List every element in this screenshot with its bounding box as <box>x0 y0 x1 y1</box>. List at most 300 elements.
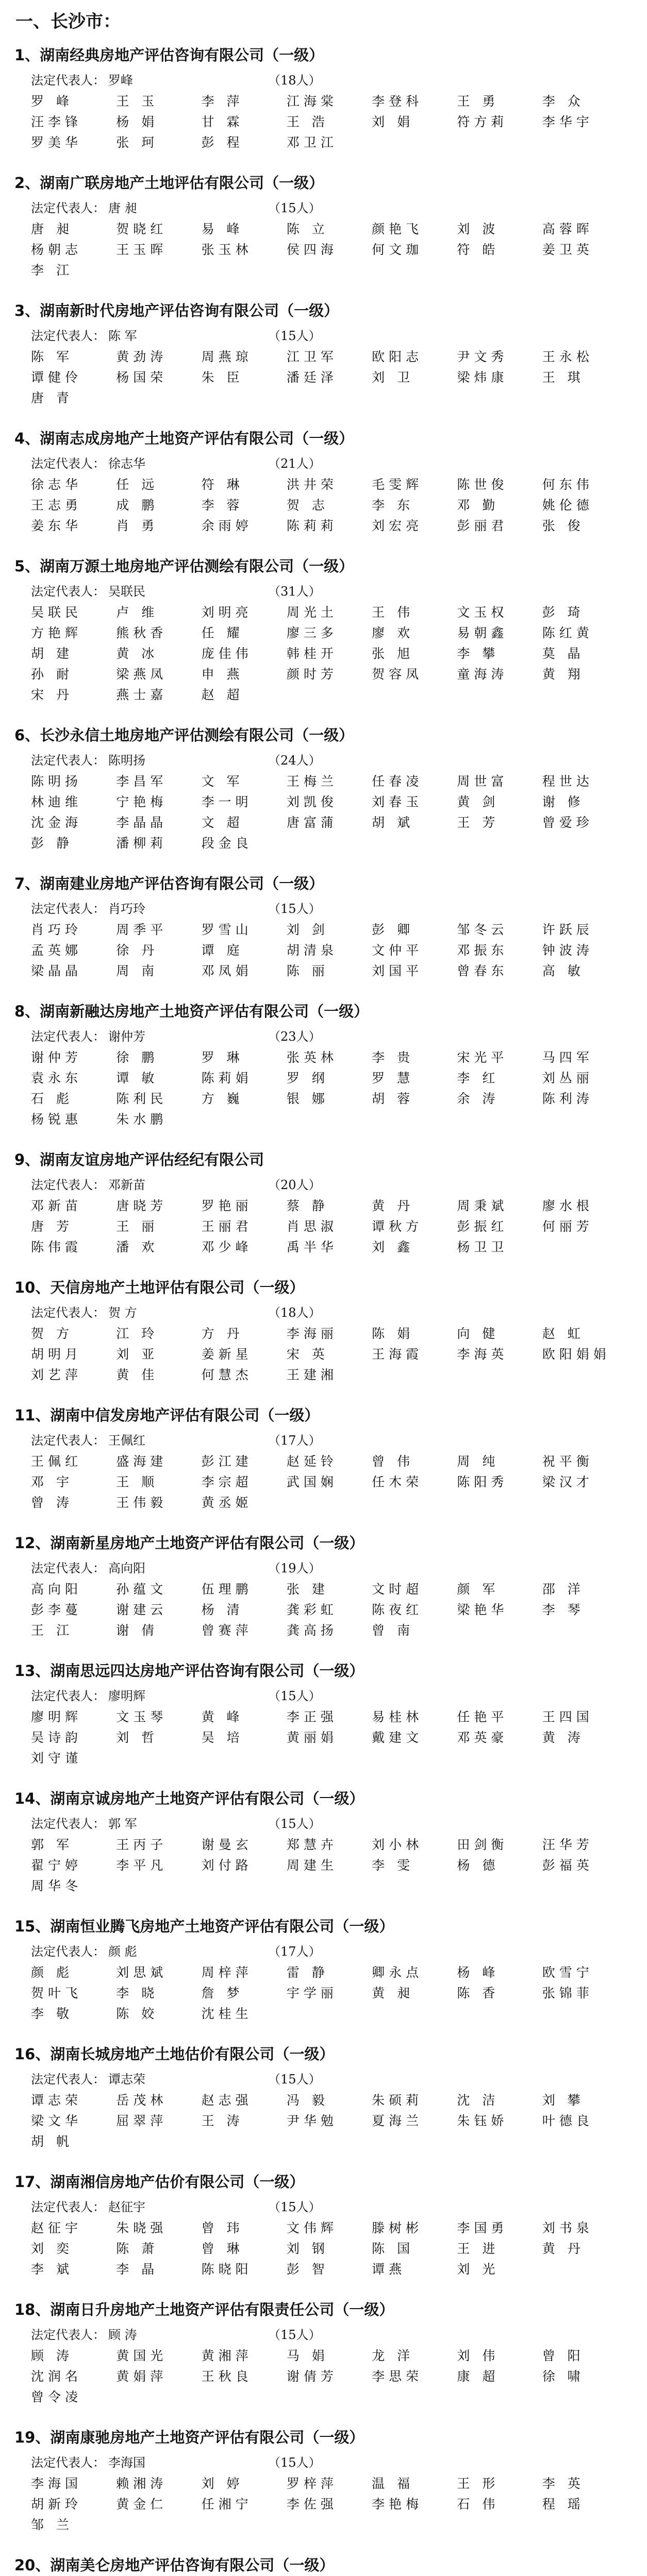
member-name: 曾 玮 <box>201 2221 244 2235</box>
member-name: 程世达 <box>542 774 593 789</box>
region-title: 一、长沙市： <box>15 11 121 32</box>
member-name: 张 俊 <box>542 518 585 533</box>
member-name: 张锦菲 <box>542 1986 593 2001</box>
member-name: 符 琳 <box>201 477 244 492</box>
member-name: 肖 勇 <box>116 518 159 533</box>
member-name: 肖思淑 <box>286 1219 338 1234</box>
legal-representative-line <box>31 1814 633 1832</box>
member-name: 向 健 <box>457 1326 500 1341</box>
member-name: 王佩红 <box>31 1454 82 1469</box>
member-name: 邓凤娟 <box>201 963 253 978</box>
member-name: 唐富蒲 <box>286 815 338 830</box>
member-name: 谢倩芳 <box>286 2369 338 2384</box>
rep-label: 法定代表人： <box>31 1433 105 1448</box>
member-name: 邹 兰 <box>31 2517 73 2532</box>
member-name: 张 旭 <box>372 646 414 661</box>
member-name: 陈红黄 <box>542 625 593 640</box>
member-name: 梁燕凤 <box>116 667 168 682</box>
rep-label: 法定代表人： <box>31 2455 105 2470</box>
member-name: 方 丹 <box>201 1326 244 1341</box>
member-name: 邓少峰 <box>201 1240 253 1255</box>
member-name: 康 超 <box>457 2369 500 2384</box>
company-title: 18、湖南日升房地产土地资产评估有限责任公司（一级） <box>14 2301 394 2318</box>
member-count: （15人） <box>268 1689 321 1703</box>
company-section <box>14 1404 633 1511</box>
member-name: 肖巧玲 <box>31 922 82 937</box>
member-name: 黄 翔 <box>542 667 585 682</box>
company-section <box>14 1148 633 1256</box>
member-name: 洪井荣 <box>286 477 338 492</box>
member-name: 贺容凤 <box>372 667 423 682</box>
member-name: 熊秋香 <box>116 625 168 640</box>
legal-representative-line <box>31 1941 633 1959</box>
member-name: 刘明亮 <box>201 605 253 620</box>
member-name: 周季平 <box>116 922 168 937</box>
member-grid <box>31 1709 627 1767</box>
member-name: 王 涛 <box>201 2113 244 2128</box>
member-name: 卢 维 <box>116 605 159 620</box>
member-grid <box>31 1198 627 1256</box>
member-name: 甘 霖 <box>201 114 244 129</box>
legal-representative-line <box>31 899 633 917</box>
member-name: 谭秋方 <box>372 1219 423 1234</box>
member-name: 易朝鑫 <box>457 625 508 640</box>
member-name: 李 攀 <box>457 646 500 661</box>
member-name: 陈 姣 <box>116 2006 159 2021</box>
member-name: 陈 萧 <box>116 2241 159 2256</box>
member-name: 王 勇 <box>457 94 500 109</box>
rep-label: 法定代表人： <box>31 902 105 916</box>
member-name: 江海棠 <box>286 94 338 109</box>
member-name: 朱晓强 <box>116 2221 168 2235</box>
member-name: 杨 娟 <box>116 114 159 129</box>
member-name: 孟英娜 <box>31 943 82 958</box>
rep-name: 肖巧玲 <box>108 902 145 916</box>
member-name: 江 玲 <box>116 1326 159 1341</box>
company-title: 6、长沙永信土地房地产评估测绘有限公司（一级） <box>14 726 354 744</box>
member-name: 朱钰娇 <box>457 2113 508 2128</box>
member-name: 邓振东 <box>457 943 508 958</box>
legal-representative-line <box>31 2452 633 2470</box>
company-section <box>14 1659 633 1767</box>
member-grid <box>31 1326 627 1383</box>
member-name: 彭 智 <box>286 2262 329 2277</box>
member-name: 唐晓芳 <box>116 1198 168 1213</box>
member-count: （20人） <box>268 1178 321 1192</box>
member-name: 陈 国 <box>372 2241 414 2256</box>
rep-label: 法定代表人： <box>31 201 105 215</box>
company-title: 9、湖南友谊房地产评估经纪有限公司 <box>14 1151 264 1168</box>
member-name: 谭 敏 <box>116 1071 159 1086</box>
member-name: 潘柳莉 <box>116 836 168 851</box>
member-name: 朱硕莉 <box>372 2093 423 2108</box>
member-name: 谢 倩 <box>116 1623 159 1638</box>
company-section <box>14 1532 633 1639</box>
member-name: 贺晓红 <box>116 222 168 236</box>
legal-representative-line <box>31 70 633 88</box>
member-name: 李艳梅 <box>372 2497 423 2512</box>
member-name: 高蓉晖 <box>542 222 593 236</box>
member-name: 孙蕴文 <box>116 1582 168 1597</box>
member-name: 罗 纲 <box>286 1071 329 1086</box>
company-title: 12、湖南新星房地产土地资产评估有限公司（一级） <box>14 1534 364 1552</box>
member-name: 周梓萍 <box>201 1965 253 1980</box>
legal-representative-line <box>31 2325 633 2343</box>
member-name: 周华冬 <box>31 1878 82 1893</box>
member-name: 曾春东 <box>457 963 508 978</box>
member-name: 周燕琼 <box>201 349 253 364</box>
member-name: 武国娴 <box>286 1475 338 1489</box>
member-name: 沈桂生 <box>201 2006 253 2021</box>
member-name: 岳茂林 <box>116 2093 168 2108</box>
member-name: 宋光平 <box>457 1050 508 1065</box>
member-name: 杨朝志 <box>31 242 82 257</box>
member-name: 邓卫江 <box>286 135 338 150</box>
member-count: （15人） <box>268 902 321 916</box>
member-name: 赵 虹 <box>542 1326 585 1341</box>
rep-name: 陈明扬 <box>108 753 145 768</box>
member-name: 田剑衡 <box>457 1837 508 1852</box>
member-name: 彭 程 <box>201 135 244 150</box>
member-count: （17人） <box>268 1433 321 1448</box>
member-name: 黄 佳 <box>116 1367 159 1382</box>
member-name: 何慧杰 <box>201 1367 253 1382</box>
member-name: 梁文华 <box>31 2113 82 2128</box>
rep-name: 高向阳 <box>108 1561 145 1575</box>
member-name: 燕士嘉 <box>116 687 168 702</box>
member-name: 文仲平 <box>372 943 423 958</box>
member-name: 徐 鹏 <box>116 1050 159 1065</box>
legal-representative-line <box>31 453 633 471</box>
member-name: 段金良 <box>201 836 253 851</box>
member-name: 任 耀 <box>201 625 244 640</box>
member-grid <box>31 1837 627 1894</box>
member-count: （15人） <box>268 2200 321 2214</box>
member-name: 李宗超 <box>201 1475 253 1489</box>
rep-name: 贺 方 <box>108 1306 137 1320</box>
member-name: 冯 毅 <box>286 2093 329 2108</box>
member-name: 李 雯 <box>372 1858 414 1873</box>
member-name: 胡新玲 <box>31 2497 82 2512</box>
rep-label: 法定代表人： <box>31 1689 105 1703</box>
member-name: 唐 昶 <box>31 222 73 236</box>
member-name: 周光土 <box>286 605 338 620</box>
member-name: 陈 丽 <box>286 963 329 978</box>
member-name: 胡 蓉 <box>372 1091 414 1106</box>
member-name: 王四国 <box>542 1709 593 1724</box>
member-name: 易桂林 <box>372 1709 423 1724</box>
rep-label: 法定代表人： <box>31 73 105 88</box>
legal-representative-line <box>31 2069 633 2087</box>
company-section <box>14 299 633 406</box>
member-name: 廖水根 <box>542 1198 593 1213</box>
member-name: 雷 静 <box>286 1965 329 1980</box>
rep-name: 颜 彪 <box>108 1944 137 1959</box>
member-name: 马 娟 <box>286 2348 329 2363</box>
member-grid <box>31 2476 627 2533</box>
member-name: 刘丛丽 <box>542 1071 593 1086</box>
member-name: 黄湘萍 <box>201 2348 253 2363</box>
member-count: （15人） <box>268 1817 321 1831</box>
member-name: 黄丞姬 <box>201 1495 253 1510</box>
member-count: （24人） <box>268 753 321 768</box>
member-name: 姜东华 <box>31 518 82 533</box>
member-name: 刘思斌 <box>116 1965 168 1980</box>
company-title: 4、湖南志成房地产土地资产评估有限公司（一级） <box>14 430 354 447</box>
member-name: 祝平衡 <box>542 1454 593 1469</box>
member-name: 李 敬 <box>31 2006 73 2021</box>
member-name: 陈 立 <box>286 222 329 236</box>
member-name: 夏海兰 <box>372 2113 423 2128</box>
member-grid <box>31 922 627 979</box>
member-name: 何文珈 <box>372 242 423 257</box>
member-name: 周建生 <box>286 1858 338 1873</box>
member-name: 颜 军 <box>457 1582 500 1597</box>
member-name: 贺 志 <box>286 498 329 513</box>
member-name: 罗 琳 <box>201 1050 244 1065</box>
member-name: 沈润名 <box>31 2369 82 2384</box>
member-name: 符 皓 <box>457 242 500 257</box>
member-name: 廖明辉 <box>31 1709 82 1724</box>
member-name: 陈利涛 <box>542 1091 593 1106</box>
member-name: 彭 静 <box>31 836 73 851</box>
rep-label: 法定代表人： <box>31 1178 105 1192</box>
member-name: 庞佳伟 <box>201 646 253 661</box>
member-name: 王志勇 <box>31 498 82 513</box>
member-grid <box>31 477 627 534</box>
member-name: 汪李锋 <box>31 114 82 129</box>
member-name: 周世富 <box>457 774 508 789</box>
member-name: 张 建 <box>286 1582 329 1597</box>
member-name: 胡明月 <box>31 1347 82 1362</box>
company-title: 16、湖南长城房地产土地估价有限公司（一级） <box>14 2045 335 2063</box>
member-name: 顾 涛 <box>31 2348 73 2363</box>
member-name: 潘廷泽 <box>286 370 338 385</box>
rep-label: 法定代表人： <box>31 753 105 768</box>
member-name: 周 纯 <box>457 1454 500 1469</box>
member-name: 刘付路 <box>201 1858 253 1873</box>
member-name: 石 伟 <box>457 2497 500 2512</box>
rep-label: 法定代表人： <box>31 1944 105 1959</box>
member-name: 梁炜康 <box>457 370 508 385</box>
member-name: 郭 军 <box>31 1837 73 1852</box>
member-grid <box>31 1453 627 1511</box>
member-name: 伍理鹏 <box>201 1582 253 1597</box>
company-section <box>14 555 633 703</box>
member-name: 李 英 <box>542 2476 585 2491</box>
company-title: 10、天信房地产土地评估有限公司（一级） <box>14 1279 305 1296</box>
member-count: （31人） <box>268 584 321 599</box>
member-name: 任艳平 <box>457 1709 508 1724</box>
member-name: 马四军 <box>542 1050 593 1065</box>
member-name: 郑慧卉 <box>286 1837 338 1852</box>
member-name: 罗梓萍 <box>286 2476 338 2491</box>
member-name: 邹冬云 <box>457 922 508 937</box>
member-name: 方艳辉 <box>31 625 82 640</box>
member-name: 文玉权 <box>457 605 508 620</box>
member-name: 许跃辰 <box>542 922 593 937</box>
member-name: 刘 哲 <box>116 1730 159 1745</box>
member-name: 李海英 <box>457 1347 508 1362</box>
member-name: 唐 青 <box>31 391 73 405</box>
member-name: 黄国光 <box>116 2348 168 2363</box>
member-name: 赵志强 <box>201 2093 253 2108</box>
member-name: 彭福英 <box>542 1858 593 1873</box>
member-name: 刘 剑 <box>286 922 329 937</box>
member-name: 禹半华 <box>286 1240 338 1255</box>
company-title: 11、湖南中信发房地产评估有限公司（一级） <box>14 1406 320 1424</box>
member-name: 刘守谨 <box>31 1751 82 1766</box>
member-name: 刘 婷 <box>201 2476 244 2491</box>
member-name: 颜艳飞 <box>372 222 423 236</box>
member-name: 黄 冰 <box>116 646 159 661</box>
member-name: 宁艳梅 <box>116 794 168 809</box>
member-name: 邵 洋 <box>542 1582 585 1597</box>
member-name: 杨卫卫 <box>457 1240 508 1255</box>
member-name: 曾 阳 <box>542 2348 585 2363</box>
member-name: 陈利民 <box>116 1091 168 1106</box>
member-name: 赵延铃 <box>286 1454 338 1469</box>
member-name: 梁晶晶 <box>31 963 82 978</box>
company-list <box>14 44 633 2576</box>
company-section <box>14 724 633 852</box>
member-count: （15人） <box>268 201 321 215</box>
member-name: 卿永点 <box>372 1965 423 1980</box>
member-name: 童海涛 <box>457 667 508 682</box>
member-name: 陈晓阳 <box>201 2262 253 2277</box>
member-name: 方 巍 <box>201 1091 244 1106</box>
member-name: 赖湘涛 <box>116 2476 168 2491</box>
member-name: 徐 啸 <box>542 2369 585 2384</box>
rep-label: 法定代表人： <box>31 456 105 471</box>
member-name: 钟波涛 <box>542 943 593 958</box>
member-name: 朱 臣 <box>201 370 244 385</box>
member-name: 任春凌 <box>372 774 423 789</box>
member-name: 王玉晖 <box>116 242 168 257</box>
member-name: 胡清泉 <box>286 943 338 958</box>
member-name: 张英林 <box>286 1050 338 1065</box>
member-name: 王海霞 <box>372 1347 423 1362</box>
member-name: 黄娟萍 <box>116 2369 168 2384</box>
member-name: 谭健伶 <box>31 370 82 385</box>
member-name: 韩桂开 <box>286 646 338 661</box>
member-name: 刘 光 <box>457 2262 500 2277</box>
member-name: 曾 涛 <box>31 1495 73 1510</box>
member-count: （18人） <box>268 73 321 88</box>
legal-representative-line <box>31 750 633 768</box>
member-name: 黄 峰 <box>201 1709 244 1724</box>
member-name: 翟宁婷 <box>31 1858 82 1873</box>
member-name: 李海丽 <box>286 1326 338 1341</box>
member-name: 任湘宁 <box>201 2497 253 2512</box>
member-name: 赵征宇 <box>31 2221 82 2235</box>
member-name: 任 远 <box>116 477 159 492</box>
member-name: 杨 德 <box>457 1858 500 1873</box>
member-name: 谭志荣 <box>31 2093 82 2108</box>
member-name: 梁艳华 <box>457 1602 508 1617</box>
member-name: 李正强 <box>286 1709 338 1724</box>
rep-name: 廖明辉 <box>108 1689 145 1703</box>
member-name: 曾令凌 <box>31 2389 82 2404</box>
member-name: 颜时芳 <box>286 667 338 682</box>
member-name: 刘 奕 <box>31 2241 73 2256</box>
member-name: 王丽君 <box>201 1219 253 1234</box>
member-name: 杨 峰 <box>457 1965 500 1980</box>
member-name: 邓 宇 <box>31 1475 73 1489</box>
company-title: 3、湖南新时代房地产评估咨询有限公司（一级） <box>14 302 339 319</box>
legal-representative-line <box>31 1558 633 1576</box>
member-name: 江卫军 <box>286 349 338 364</box>
member-name: 申 燕 <box>201 667 244 682</box>
member-name: 蔡 静 <box>286 1198 329 1213</box>
member-name: 唐 芳 <box>31 1219 73 1234</box>
member-name: 叶德良 <box>542 2113 593 2128</box>
company-section <box>14 2171 633 2278</box>
rep-name: 罗峰 <box>108 73 133 88</box>
member-name: 谭燕 <box>372 2262 406 2277</box>
rep-name: 谢仲芳 <box>108 1029 145 1044</box>
member-name: 彭李蔓 <box>31 1602 82 1617</box>
member-name: 王 玉 <box>116 94 159 109</box>
rep-name: 郭 军 <box>108 1817 137 1831</box>
company-title: 17、湖南湘信房地产估价有限公司（一级） <box>14 2173 305 2191</box>
company-section <box>14 172 633 279</box>
rep-name: 徐志华 <box>108 456 145 471</box>
company-section <box>14 1787 633 1894</box>
member-name: 黄金仁 <box>116 2497 168 2512</box>
member-name: 李晶晶 <box>116 815 168 830</box>
member-name: 文 军 <box>201 774 244 789</box>
member-name: 罗美华 <box>31 135 82 150</box>
member-name: 李华宇 <box>542 114 593 129</box>
company-section <box>14 1915 633 2022</box>
member-count: （15人） <box>268 2328 321 2342</box>
member-count: （15人） <box>268 2072 321 2087</box>
member-name: 高向阳 <box>31 1582 82 1597</box>
member-name: 王 琪 <box>542 370 585 385</box>
member-name: 李 斌 <box>31 2262 73 2277</box>
member-name: 余 涛 <box>457 1091 500 1106</box>
member-name: 李昌军 <box>116 774 168 789</box>
member-name: 王 进 <box>457 2241 500 2256</box>
company-section <box>14 2426 633 2533</box>
rep-label: 法定代表人： <box>31 1817 105 1831</box>
rep-label: 法定代表人： <box>31 2072 105 2087</box>
member-name: 王伟毅 <box>116 1495 168 1510</box>
rep-name: 谭志荣 <box>108 2072 145 2087</box>
member-name: 龚高扬 <box>286 1623 338 1638</box>
member-name: 宋 丹 <box>31 687 73 702</box>
member-name: 刘艺萍 <box>31 1367 82 1382</box>
legal-representative-line <box>31 326 633 344</box>
member-name: 谢建云 <box>116 1602 168 1617</box>
company-title: 5、湖南万源土地房地产评估测绘有限公司（一级） <box>14 557 354 575</box>
member-name: 刘国平 <box>372 963 423 978</box>
member-name: 余雨婷 <box>201 518 253 533</box>
member-name: 王 伟 <box>372 605 414 620</box>
member-name: 李 红 <box>457 1071 500 1086</box>
member-name: 刘 鑫 <box>372 1240 414 1255</box>
company-title: 7、湖南建业房地产评估咨询有限公司（一级） <box>14 875 324 892</box>
member-name: 尹华勉 <box>286 2113 338 2128</box>
company-title: 13、湖南思远四达房地产评估咨询有限公司（一级） <box>14 1662 364 1680</box>
member-name: 姜卫英 <box>542 242 593 257</box>
member-name: 陈伟霞 <box>31 1240 82 1255</box>
company-title: 14、湖南京诚房地产土地资产评估有限公司（一级） <box>14 1790 364 1807</box>
member-name: 王丙子 <box>116 1837 168 1852</box>
member-name: 邓新苗 <box>31 1198 82 1213</box>
member-name: 李 蓉 <box>201 498 244 513</box>
